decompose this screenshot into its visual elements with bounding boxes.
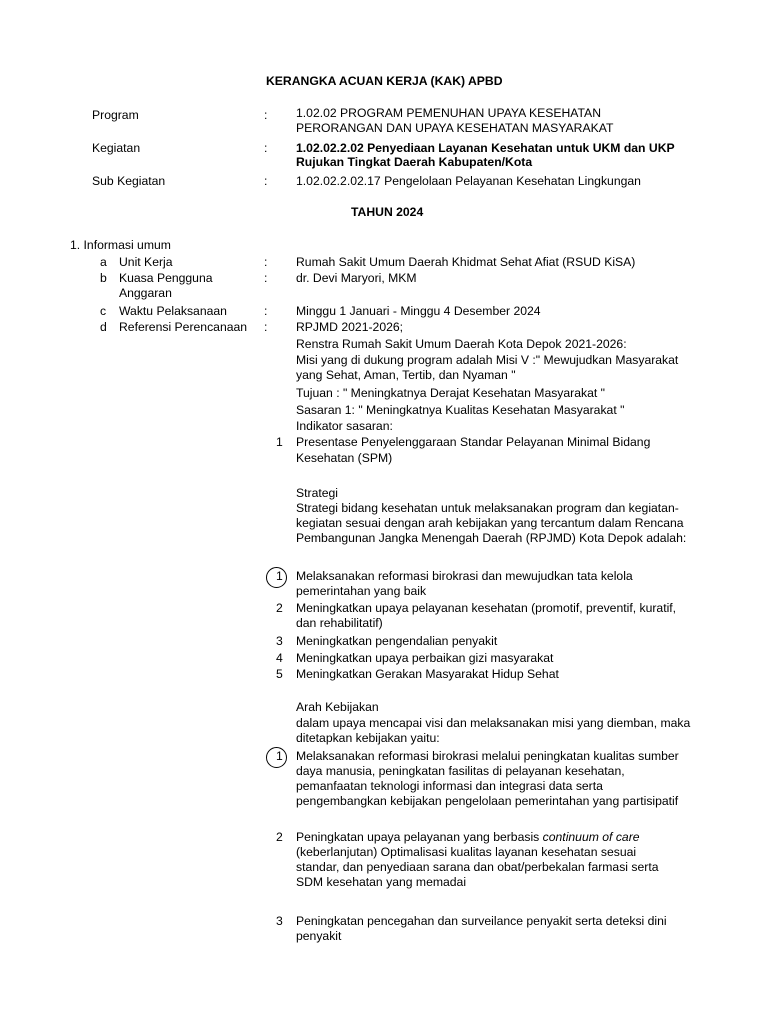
strategi-line: Melaksanakan reformasi birokrasi dan mewujudkan tata kelola <box>296 569 633 583</box>
arah-number: 1 <box>276 749 283 763</box>
arah-line: (keberlanjutan) Optimalisasi kualitas layanan kesehatan sesuai <box>296 845 637 859</box>
arah-number: 3 <box>276 914 283 928</box>
strategi-line: dan rehabilitatif) <box>296 616 383 630</box>
item-value: dr. Devi Maryori, MKM <box>296 271 417 285</box>
colon: : <box>264 255 268 269</box>
arah-line: pemanfaatan teknologi informasi dan integrasi data serta <box>296 779 603 793</box>
arah-line-italic: continuum of care <box>542 830 640 844</box>
kegiatan-value-line: Rujukan Tingkat Daerah Kabupaten/Kota <box>296 155 533 169</box>
strategi-line: Meningkatkan pengendalian penyakit <box>296 634 498 648</box>
arah-line: penyakit <box>296 929 342 943</box>
item-letter: c <box>100 304 107 318</box>
referensi-line: Indikator sasaran: <box>296 419 393 433</box>
strategi-intro-line: Strategi bidang kesehatan untuk melaksanakan program dan kegiatan- <box>296 501 679 515</box>
item-letter: d <box>100 320 107 334</box>
item-letter: a <box>100 255 107 269</box>
section-title: 1. Informasi umum <box>70 238 171 252</box>
item-value: RPJMD 2021-2026; <box>296 320 404 334</box>
colon: : <box>264 141 268 155</box>
arah-number: 2 <box>276 830 283 844</box>
strategi-line: Meningkatkan upaya perbaikan gizi masyarakat <box>296 651 554 665</box>
program-label: Program <box>92 108 139 122</box>
colon: : <box>264 320 268 334</box>
item-label: Waktu Pelaksanaan <box>119 304 227 318</box>
colon: : <box>264 271 268 285</box>
program-value-line: 1.02.02 PROGRAM PEMENUHAN UPAYA KESEHATAN <box>296 106 601 120</box>
indikator-number: 1 <box>276 435 283 449</box>
sub-kegiatan-value: 1.02.02.2.02.17 Pengelolaan Pelayanan Kesehatan Lingkungan <box>296 174 641 188</box>
colon: : <box>264 304 268 318</box>
year-heading: TAHUN 2024 <box>351 205 424 219</box>
colon: : <box>264 108 268 122</box>
item-label: Unit Kerja <box>119 255 173 269</box>
strategi-line: Meningkatkan Gerakan Masyarakat Hidup Sehat <box>296 667 559 681</box>
item-label: Referensi Perencanaan <box>119 320 248 334</box>
strategi-intro-line: Pembangunan Jangka Menengah Daerah (RPJMD) Kota Depok adalah: <box>296 531 687 545</box>
referensi-line: Sasaran 1: " Meningkatnya Kualitas Kesehatan Masyarakat " <box>296 403 625 417</box>
arah-line: Melaksanakan reformasi birokrasi melalui peningkatan kualitas sumber <box>296 749 679 763</box>
strategi-intro-line: kegiatan sesuai dengan arah kebijakan yang tercantum dalam Rencana <box>296 516 684 530</box>
item-label: Anggaran <box>119 286 172 300</box>
referensi-line: yang Sehat, Aman, Tertib, dan Nyaman " <box>296 368 516 382</box>
strategi-number: 1 <box>276 569 283 583</box>
arah-intro-line: ditetapkan kebijakan yaitu: <box>296 731 440 745</box>
strategi-number: 2 <box>276 601 283 615</box>
item-letter: b <box>100 271 107 285</box>
arah-line: daya manusia, peningkatan fasilitas di pelayanan kesehatan, <box>296 764 625 778</box>
arah-line: SDM kesehatan yang memadai <box>296 875 467 889</box>
indikator-line: Presentase Penyelenggaraan Standar Pelayanan Minimal Bidang <box>296 435 651 449</box>
document-title: KERANGKA ACUAN KERJA (KAK) APBD <box>266 74 503 88</box>
strategi-number: 4 <box>276 651 283 665</box>
item-label: Kuasa Pengguna <box>119 271 213 285</box>
strategi-line: Meningkatkan upaya pelayanan kesehatan (promotif, preventif, kuratif, <box>296 601 677 615</box>
kegiatan-value-line: 1.02.02.2.02 Penyediaan Layanan Kesehatan untuk UKM dan UKP <box>296 141 675 155</box>
arah-line: Peningkatan pencegahan dan surveilance penyakit serta deteksi dini <box>296 914 667 928</box>
arah-line: standar, dan penyediaan sarana dan obat/perbekalan farmasi serta <box>296 860 659 874</box>
item-value: Rumah Sakit Umum Daerah Khidmat Sehat Afiat (RSUD KiSA) <box>296 255 636 269</box>
kegiatan-label: Kegiatan <box>92 141 141 155</box>
strategi-title: Strategi <box>296 486 339 500</box>
referensi-line: Misi yang di dukung program adalah Misi V :" Mewujudkan Masyarakat <box>296 353 679 367</box>
strategi-line: pemerintahan yang baik <box>296 584 427 598</box>
referensi-line: Renstra Rumah Sakit Umum Daerah Kota Depok 2021-2026: <box>296 337 627 351</box>
referensi-line: Tujuan : " Meningkatnya Derajat Kesehatan Masyarakat " <box>296 386 605 400</box>
indikator-line: Kesehatan (SPM) <box>296 451 393 465</box>
strategi-number: 5 <box>276 667 283 681</box>
item-value: Minggu 1 Januari - Minggu 4 Desember 2024 <box>296 304 541 318</box>
program-value-line: PERORANGAN DAN UPAYA KESEHATAN MASYARAKAT <box>296 121 614 135</box>
arah-intro-line: dalam upaya mencapai visi dan melaksanakan misi yang diemban, maka <box>296 716 691 730</box>
arah-line: pengembangkan kebijakan pengelolaan pemerintahan yang partisipatif <box>296 794 679 808</box>
colon: : <box>264 174 268 188</box>
arah-title: Arah Kebijakan <box>296 700 379 714</box>
arah-line-text: Peningkatan upaya pelayanan yang berbasis <box>296 830 543 844</box>
arah-line <box>296 830 640 846</box>
sub-kegiatan-label: Sub Kegiatan <box>92 174 166 188</box>
strategi-number: 3 <box>276 634 283 648</box>
